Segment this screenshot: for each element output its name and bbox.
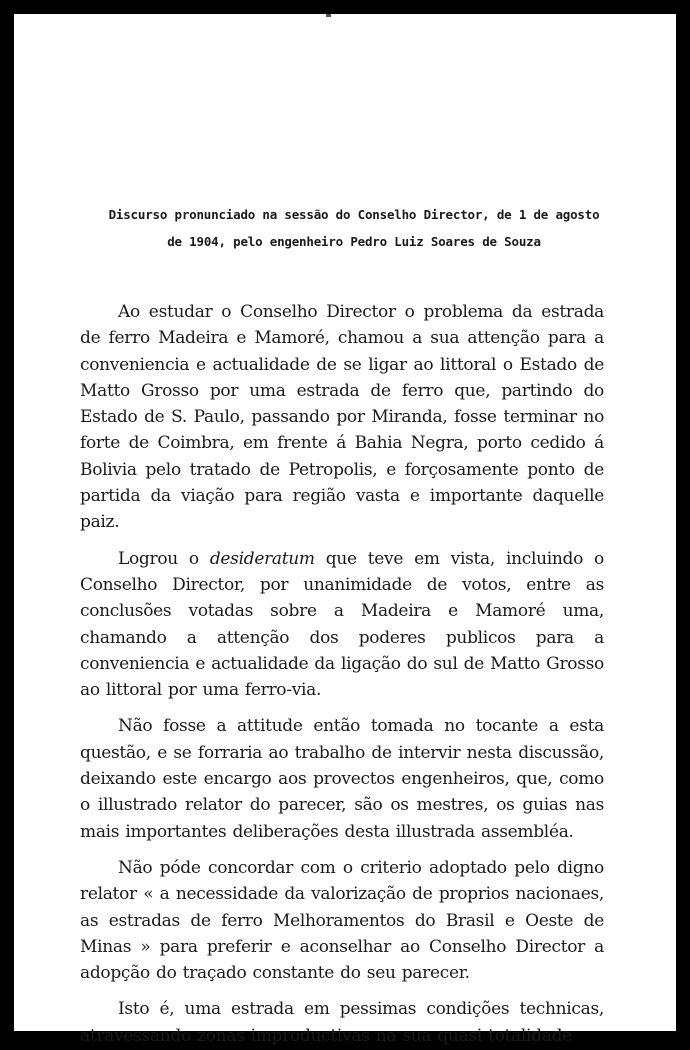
desideratum-term: desideratum [209, 548, 315, 569]
heading-line-2: de 1904, pelo engenheiro Pedro Luiz Soares de Souza [167, 234, 541, 249]
speech-body [80, 299, 604, 1049]
paragraph-2-start: Logrou o [118, 548, 199, 569]
paragraph-4: Não póde concordar com o criterio adoptado pelo digno relator « a necessidade da valorização de proprios nacionaes, as estradas de ferro Melhoramentos do Brasil e Oeste de Minas » para preferir e aconselhar ao Conselho Director a adopção do traçado constante do seu parecer. [80, 857, 604, 984]
paragraph-2-rest: que teve em vista, incluindo o Conselho Director, por unanimidade de votos, entre as conclusões votadas sobre a Madeira e Mamoré uma, chamando a attenção dos poderes publicos para a conveniencia e actualidade da ligação do sul de Matto Grosso ao littoral por uma ferro-via. [80, 548, 604, 701]
paragraph-2 [80, 546, 604, 704]
paragraph-5: Isto é, uma estrada em pessimas condições technicas, atravessando zonas improductivas na sua quasi totalidade [80, 999, 604, 1046]
paragraph-3: Não fosse a attitude então tomada no tocante a esta questão, e se forraria ao trabalho de intervir nesta discussão, deixando este encargo aos provectos engenheiros, que, como o illustrado relator do parecer, são os mestres, os guias nas mais importantes deliberações desta illustrada assembléa. [80, 716, 604, 842]
heading-line-1: Discurso pronunciado na sessão do Conselho Director, de 1 de agosto [108, 207, 600, 222]
document-page [14, 14, 676, 1046]
paragraph-1: Ao estudar o Conselho Director o problema da estrada de ferro Madeira e Mamoré, chamou a sua attenção para a conveniencia e actualidade de se ligar ao littoral o Estado de Matto Grosso por uma estrada de ferro que, partindo do Estado de S. Paulo, passando por Miranda, fosse terminar no forte de Coimbra, em frente á Bahia Negra, porto cedido á Bolivia pelo tratado de Petropolis, e forçosamente ponto de partida da viação para região vasta e importante daquelle paiz. [80, 302, 604, 533]
speech-heading [74, 201, 634, 255]
page-mark [326, 14, 331, 17]
